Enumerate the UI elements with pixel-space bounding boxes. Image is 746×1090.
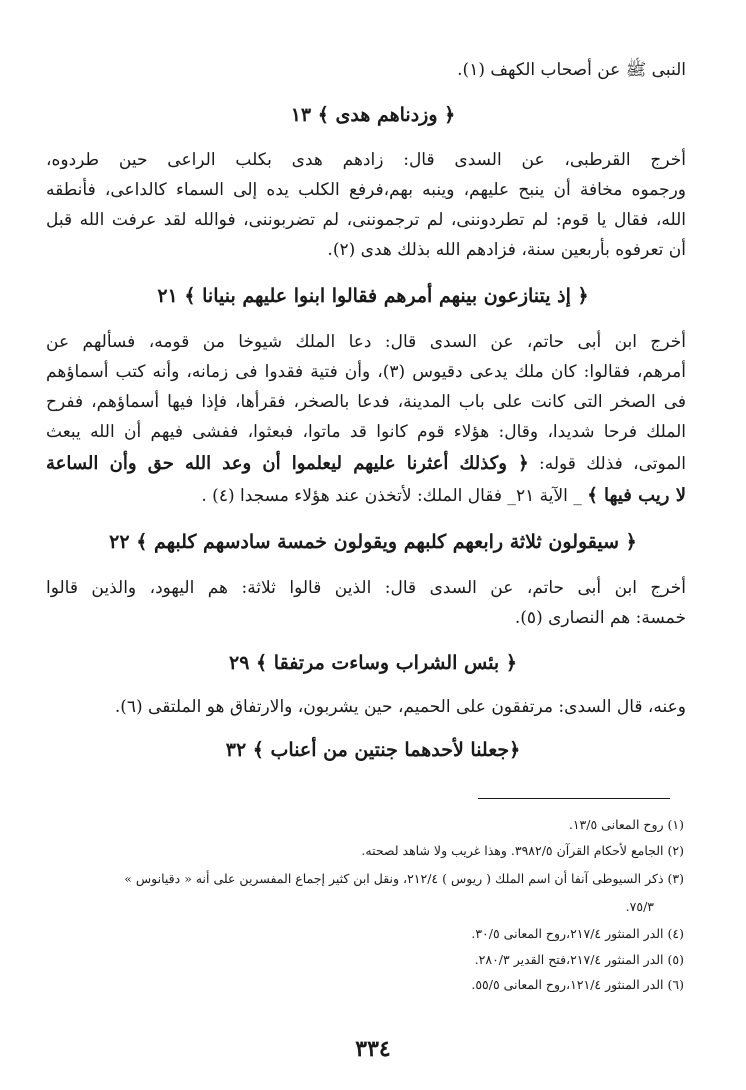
paragraph-line: الملك فرحا شديدا، وقال: هؤلاء قوم كانوا قد ماتوا، فبعثوا، ففشى فيهم أن الله يبعث — [46, 422, 686, 442]
page-number: ٣٣٤ — [355, 1036, 391, 1062]
verse-heading-13: ﴿ وزدناهم هدى ﴾ ١٣ — [290, 104, 456, 126]
footnote: (٣) ذكر السيوطى آنفا أن اسم الملك ( ريوس ) ٢١٢/٤، ونقل ابن كثير إجماع المفسرين على أنه « دقيانوس » — [124, 871, 684, 886]
footnote: (٥) الدر المنثور ٢١٧/٤،فتح القدير ٢٨٠/٣. — [474, 952, 684, 967]
paragraph-line: أمرهم، فقالوا: كان ملك يدعى دقيوس (٣)، وأن فتية فقدوا فى زمانه، وأنه كتب أسماؤهم — [46, 362, 686, 382]
verse-heading-21: ﴿ إذ يتنازعون بينهم أمرهم فقالوا ابنوا عليهم بنيانا ﴾ ٢١ — [157, 285, 589, 307]
verse-heading-29: ﴿ بئس الشراب وساءت مرتفقا ﴾ ٢٩ — [229, 652, 517, 674]
footnote: (٢) الجامع لأحكام القرآن ٣٩٨٢/٥. وهذا غريب ولا شاهد لصحته. — [361, 843, 684, 858]
footnote: ٧٥/٣. — [625, 899, 654, 914]
paragraph-line: خمسة: هم النصارى (٥). — [514, 608, 686, 628]
line-prefix: الموتى، فذلك قوله: — [528, 454, 686, 474]
footnote-divider — [478, 798, 670, 799]
paragraph-line: ورجموه مخافة أن ينبح عليهم، وينبه بهم،فرفع الكلب يده إلى السماء كالداعى، فأنطقه — [46, 180, 686, 200]
paragraph-line: أخرج ابن أبى حاتم، عن السدى قال: الذين قالوا ثلاثة: هم اليهود، والذين قالوا — [46, 578, 686, 598]
paragraph-line-with-verse — [46, 481, 686, 511]
line-rest: _ الآية ٢١_ فقال الملك: لأتخذن عند هؤلاء مسجدا (٤) . — [201, 486, 588, 506]
paragraph-line: أخرج القرطبى، عن السدى قال: زادهم هدى بكلب الراعى حين طردوه، — [46, 150, 686, 170]
paragraph-line: أن تعرفوه بأربعين سنة، فزادهم الله بذلك هدى (٢). — [327, 240, 686, 260]
footnote: (٤) الدر المنثور ٢١٧/٤،روح المعانى ٣٠/٥. — [471, 926, 684, 941]
paragraph-line: فى الصخر التى كانت على باب المدينة، فدعا بالصخر، فقرأها، فإذا فيها أسماؤهم، ففرح — [46, 392, 686, 412]
inline-verse: لا ريب فيها ﴾ — [587, 485, 686, 506]
paragraph-line-with-verse — [46, 449, 686, 479]
footnote: (٦) الدر المنثور ١٢١/٤،روح المعانى ٥٥/٥. — [471, 977, 684, 992]
verse-heading-32: ﴿جعلنا لأحدهما جنتين من أعناب ﴾ ٣٢ — [225, 739, 521, 761]
paragraph-line: وعنه، قال السدى: مرتفقون على الحميم، حين يشربون، والارتفاق هو الملتقى (٦). — [114, 697, 686, 717]
intro-line: النبى ﷺ عن أصحاب الكهف (١). — [457, 60, 686, 80]
paragraph-line: أخرج ابن أبى حاتم، عن السدى قال: دعا الملك شيوخا من قومه، فسألهم عن — [46, 332, 686, 352]
inline-verse: ﴿ وكذلك أعثرنا عليهم ليعلموا أن وعد الله حق وأن الساعة — [46, 453, 529, 474]
footnote: (١) روح المعانى ١٣/٥. — [568, 817, 684, 832]
verse-heading-22: ﴿ سيقولون ثلاثة رابعهم كلبهم ويقولون خمسة سادسهم كلبهم ﴾ ٢٢ — [109, 531, 637, 553]
paragraph-line: الله، فقال يا قوم: لم تطردوننى، لم ترجموننى، لم تضربوننى، فوالله لقد عرفت الله قبل — [46, 210, 686, 230]
